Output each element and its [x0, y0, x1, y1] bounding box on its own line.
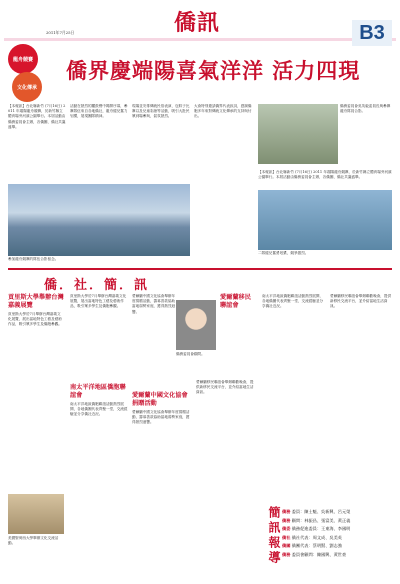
- roster-line: 僑務 委員：陳士魁、吳新興、呂元榮: [282, 509, 351, 514]
- news-column-4: 愛爾蘭移民聯誼會舉辦聯歡晚會，提供新移民交流平台，並介紹當地生活資訊。: [196, 380, 254, 395]
- boat-race-photo: [8, 184, 190, 256]
- news-item-2-title: 南太平洋地區僑胞聯誼會: [70, 384, 126, 399]
- news-column-3: 愛爾蘭中國文化協會舉辦年度捐贈活動，籌募善款協助當地弱勢家庭，獲得熱烈迴響。: [132, 294, 176, 314]
- section-photo-caption: 美國聖荷西大學舉辦文化交流活動。: [8, 536, 59, 546]
- header-strip: [4, 38, 396, 41]
- boat-race-caption: 參加龍舟競賽的隊伍合影留念。: [8, 257, 59, 261]
- news-column-2: 貢里斯大學於7月舉辦台灣嘉義文化展覽，展出當地特色工藝及藝術作品，吸引眾多學生及僑胞參觀。: [70, 294, 127, 309]
- news-item-4-title: 愛爾蘭移民聯誼會: [220, 294, 251, 309]
- news-item-1-title: 貢里斯大學舉辦台灣嘉義展覽: [8, 294, 64, 309]
- roster-line: 僑務 顧問：林振昌、張富美、黃正義: [282, 517, 351, 523]
- roster-list: [282, 508, 394, 580]
- date-line: 2011年7月25日: [46, 30, 75, 35]
- page-label: B3: [352, 20, 392, 46]
- page-headline: 僑界慶端陽喜氣洋洋 活力四現: [66, 58, 361, 83]
- roster-line: 僑務 委員會顧問：陳國興、黃世豪: [282, 551, 347, 557]
- lead-column-4: 大會特別邀請僑界代表致詞，感謝僑胞多年來對傳統文化傳承的支持與付出。: [194, 104, 252, 119]
- news-column-5: 南太平洋地區僑胞聯誼活動熱烈展開，各地僑團代表齊聚一堂，交流經驗並分享僑社近況。: [262, 294, 324, 309]
- portrait-caption: 僑務委員會顧問。: [176, 352, 205, 356]
- masthead-logo: 僑訊: [174, 10, 221, 36]
- leader-photo-caption: 僑務委員會吳英毅委員長與參賽龍舟隊員合影。: [340, 104, 391, 114]
- roster-line: 僑社 僑社代表：周文成、吳美英: [282, 534, 342, 540]
- race-photo-small-caption: 二隊健兒奮勇划槳，競爭激烈。: [258, 251, 309, 255]
- lead-column-1: 【本報訊】台北縣新竹 (7月16日) 2011 年端陽龍舟競賽，於新竹縣立體育場旁河濱公園舉行。本屆活動由僑務委員會主辦，各僑團、僑社共襄盛舉。: [8, 104, 66, 129]
- roster-line: 僑委 僑務促進委員：王東海、李國明: [282, 526, 351, 531]
- section-title: 僑．社．簡．訊: [44, 278, 150, 293]
- news-item-2-body: 南太平洋地區僑胞聯誼活動熱烈展開，各地僑團代表齊聚一堂，交流經驗並分享僑社近況。: [70, 402, 128, 417]
- race-photo-small: [258, 190, 392, 250]
- news-item-3-title: 愛爾蘭中國文化協會捐贈活動: [132, 392, 188, 407]
- corner-badge-culture: 文化傳承: [12, 72, 42, 102]
- section-photo: [8, 494, 64, 534]
- leader-photo: [258, 104, 338, 164]
- right-column-text: 【本報訊】台北縣新竹 (7月16日) 2011 年端陽龍舟競賽，於新竹縣立體育場旁河濱公園舉行。本屆活動由僑務委員會主辦，各僑團、僑社共襄盛舉。: [258, 170, 392, 180]
- roster-line: 僑團 僑團代表：蔡明賢、劉志強: [282, 543, 342, 548]
- section-rule: [8, 268, 392, 270]
- corner-badge-dragon: 龍舟競賽: [8, 44, 38, 74]
- lead-column-3: 現場並安排傳統民俗表演、包粽子比賽以及兒童彩繪等活動，吸引大批民眾到場參與，氣氛熱烈。: [132, 104, 190, 119]
- news-column-6: 愛爾蘭移民聯誼會舉辦聯歡晚會，提供新移民交流平台，並介紹當地生活資訊。: [330, 294, 392, 309]
- lead-column-2: 活動在熱烈的鑼鼓聲中揭開序幕，參賽隊伍來自各地僑社，龍舟健兒奮力划槳，展現團隊精神。: [70, 104, 128, 119]
- news-item-1-body: 貢里斯大學於7月舉辦台灣嘉義文化展覽，展出當地特色工藝及藝術作品，吸引眾多學生及僑胞參觀。: [8, 312, 62, 327]
- roster-vertical-heading: 簡訊報導: [267, 506, 281, 566]
- portrait-photo: [176, 300, 216, 350]
- news-item-3-body: 愛爾蘭中國文化協會舉辦年度捐贈活動，籌募善款協助當地弱勢家庭，獲得熱烈迴響。: [132, 410, 190, 425]
